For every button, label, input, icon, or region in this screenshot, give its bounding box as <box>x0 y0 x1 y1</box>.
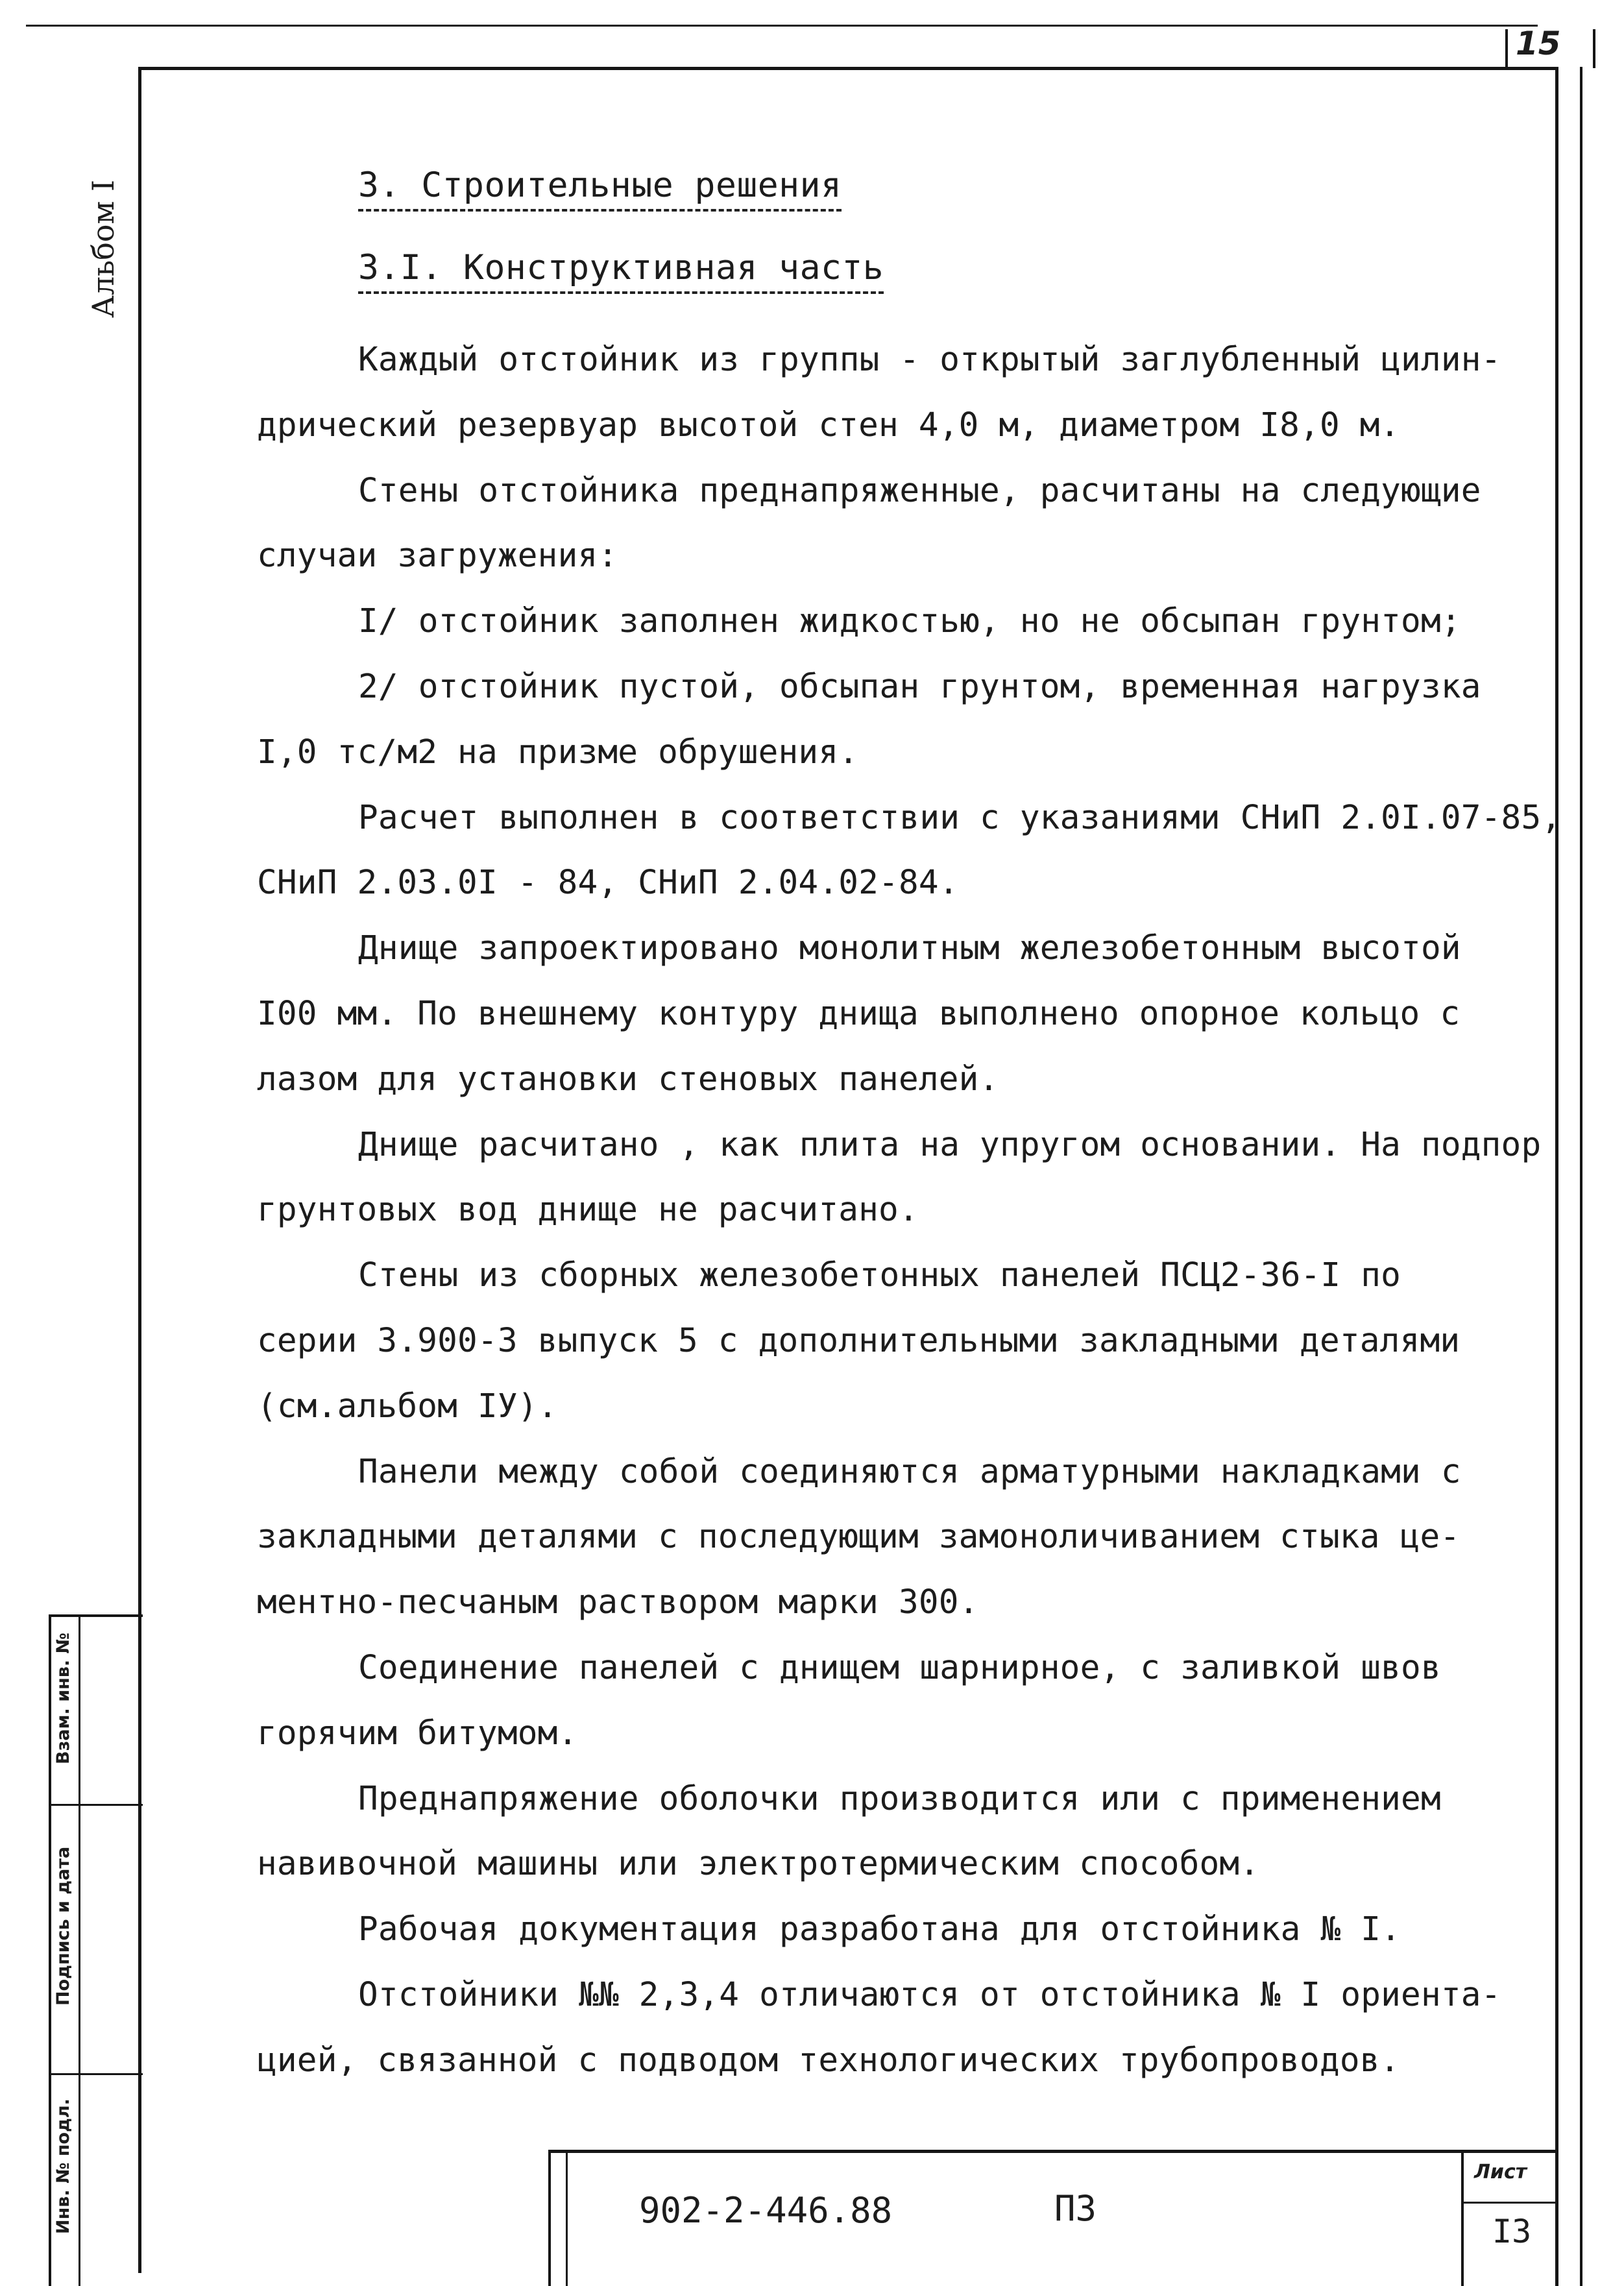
body-line: Преднапряжение оболочки производится или с применением <box>358 1779 1441 1818</box>
sheet-label: Лист <box>1474 2161 1527 2183</box>
frame-right <box>1555 67 1558 2286</box>
body-line: Панели между собой соединяются арматурными накладками с <box>358 1452 1461 1491</box>
album-label: Альбом I <box>86 179 121 318</box>
body-line: случаи загружения: <box>257 537 618 576</box>
stamp-podpis-data: Подпись и дата <box>53 1846 73 2006</box>
body-line: ментно-песчаным раствором марки 300. <box>257 1583 979 1622</box>
frame-left <box>138 67 141 2273</box>
body-text <box>257 328 1562 2094</box>
stamp-row-1 <box>49 1804 143 1806</box>
sheet-number: I3 <box>1492 2213 1532 2250</box>
stamp-inv-podl: Инв. № подл. <box>53 2098 73 2234</box>
body-line: закладными деталями с последующим замоноличиванием стыка це- <box>257 1518 1460 1557</box>
body-line: 2/ отстойник пустой, обсыпан грунтом, временная нагрузка <box>358 667 1481 706</box>
body-line: Рабочая документация разработана для отстойника № I. <box>358 1910 1401 1949</box>
stamp-divider <box>79 1614 80 2286</box>
title-block-top <box>548 2150 1557 2153</box>
body-line: I,0 тс/м2 на призме обрушения. <box>257 733 859 772</box>
body-line: Соединение панелей с днищем шарнирное, с заливкой швов <box>358 1648 1441 1687</box>
body-line: горячим битумом. <box>257 1714 578 1753</box>
body-line: лазом для установки стеновых панелей. <box>257 1060 999 1099</box>
section-code: ПЗ <box>1054 2188 1097 2229</box>
body-line: I/ отстойник заполнен жидкостью, но не обсыпан грунтом; <box>358 602 1461 641</box>
body-line: Днище расчитано , как плита на упругом основании. На подпор <box>358 1125 1542 1164</box>
section-heading-text: 3. Строительные решения <box>358 165 842 212</box>
sheet-cell-left <box>1461 2150 1464 2286</box>
title-block-left <box>548 2150 551 2286</box>
page-number-box-left <box>1505 29 1508 68</box>
stamp-left <box>49 1614 51 2286</box>
title-block-left-2 <box>566 2150 568 2286</box>
body-line: цией, связанной с подводом технологических трубопроводов. <box>257 2041 1400 2080</box>
body-line: навивочной машины или электротермическим способом. <box>257 1845 1260 1884</box>
stamp-vzam-inv: Взам. инв. № <box>53 1632 73 1764</box>
top-rule <box>26 25 1538 27</box>
frame-top <box>138 67 1557 70</box>
body-line: Стены отстойника преднапряженные, расчитаны на следующие <box>358 471 1481 510</box>
frame-right-outer <box>1580 67 1582 2286</box>
subsection-heading-text: 3.I. Конструктивная часть <box>358 248 884 294</box>
body-line: грунтовых вод днище не расчитано. <box>257 1191 919 1230</box>
body-line: I00 мм. По внешнему контуру днища выполнено опорное кольцо с <box>257 994 1460 1033</box>
stamp-row-2 <box>49 2073 143 2075</box>
page-number-box-right <box>1593 29 1595 68</box>
body-line: дрический резервуар высотой стен 4,0 м, диаметром I8,0 м. <box>257 406 1400 444</box>
subsection-heading <box>358 248 884 287</box>
body-line: Каждый отстойник из группы - открытый заглубленный цилин- <box>358 341 1501 379</box>
body-line: серии 3.900-3 выпуск 5 с дополнительными закладными деталями <box>257 1321 1460 1360</box>
body-line: Расчет выполнен в соответствии с указаниями СНиП 2.0I.07-85, <box>358 798 1562 837</box>
body-line: Днище запроектировано монолитным железобетонным высотой <box>358 929 1461 968</box>
doc-code: 902-2-446.88 <box>639 2190 893 2231</box>
body-line: Стены из сборных железобетонных панелей ПСЦ2-36-I по <box>358 1256 1401 1295</box>
stamp-top <box>49 1614 143 1617</box>
page-number: 15 <box>1516 25 1561 62</box>
body-line: (см.альбом IУ). <box>257 1387 558 1426</box>
body-line: СНиП 2.03.0I - 84, СНиП 2.04.02-84. <box>257 864 959 903</box>
body-line: Отстойники №№ 2,3,4 отличаются от отстойника № I ориента- <box>358 1975 1501 2014</box>
section-heading <box>358 165 842 205</box>
sheet-cell-divider <box>1461 2202 1557 2204</box>
